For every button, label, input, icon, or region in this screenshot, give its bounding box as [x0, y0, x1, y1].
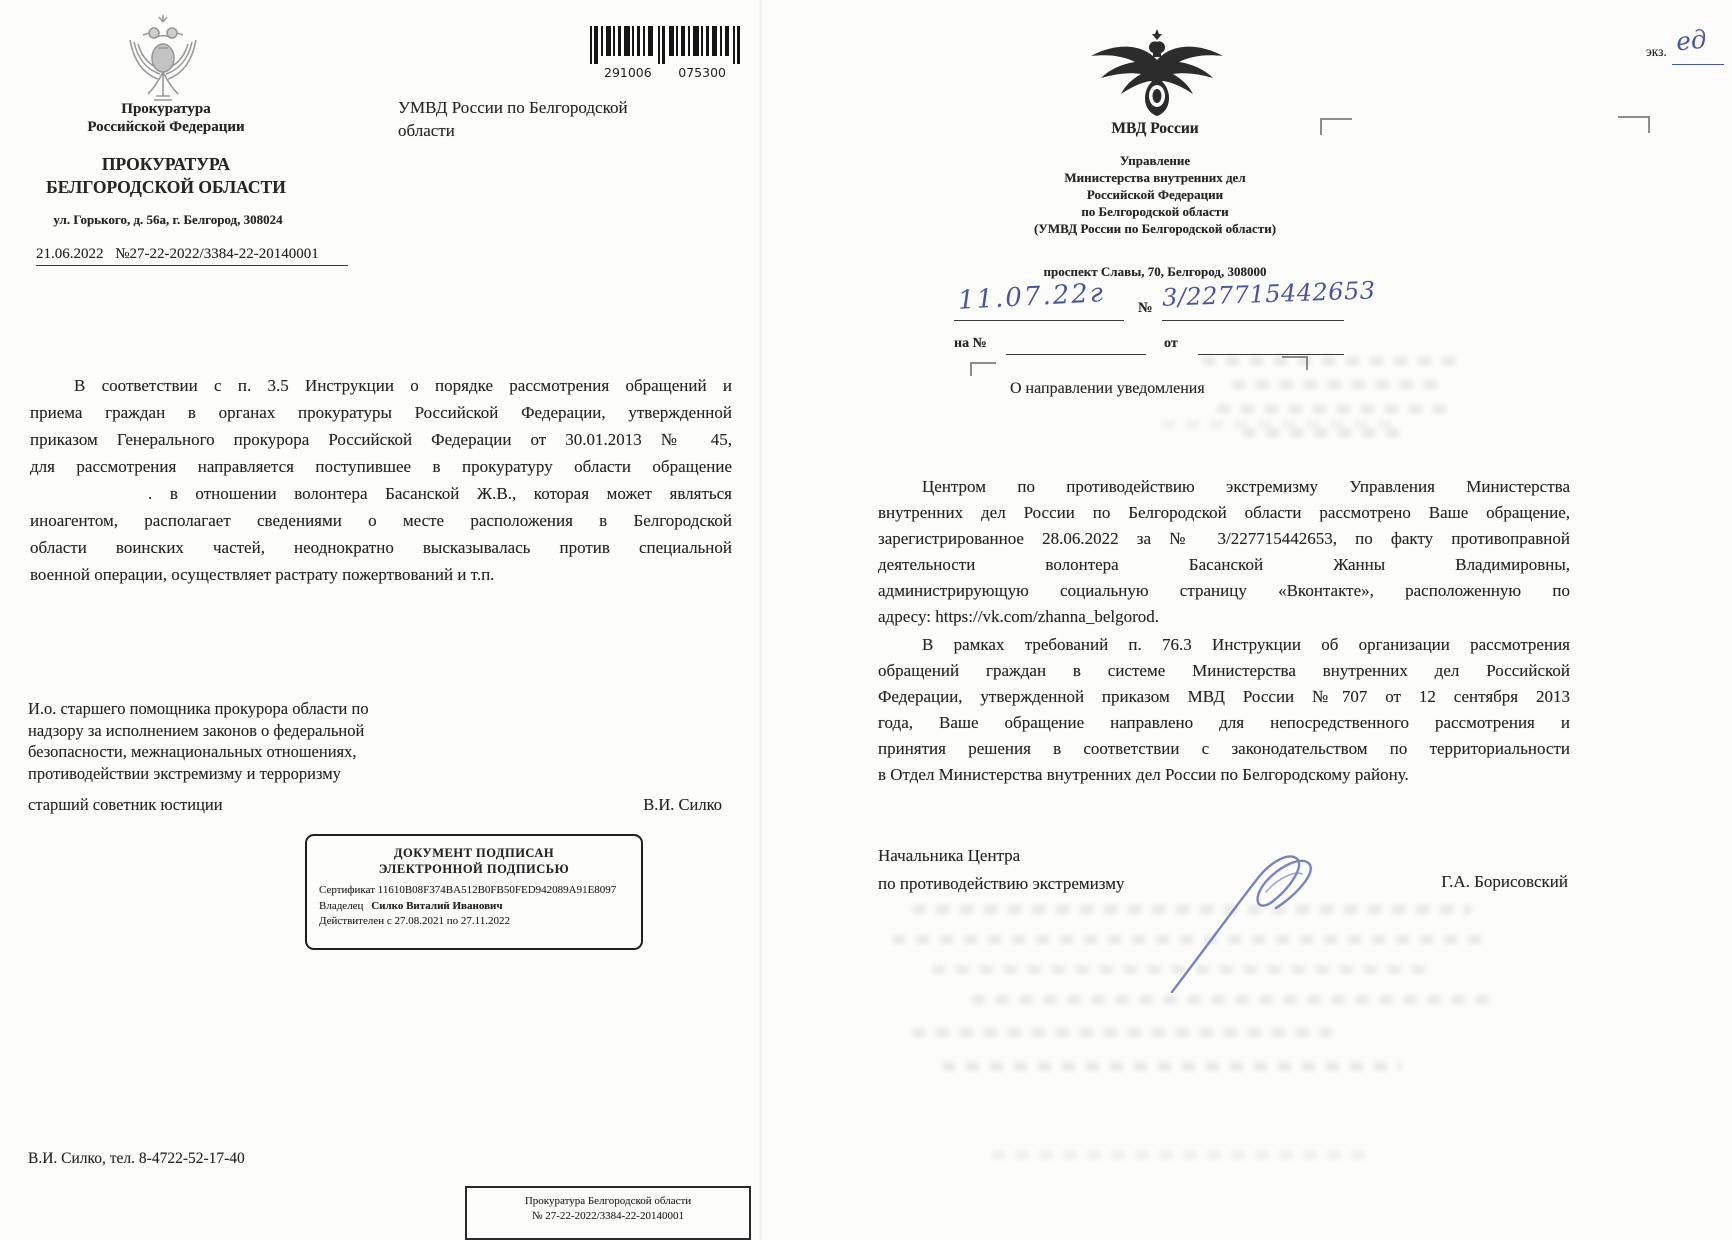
mvd-body-paragraph-1 [878, 474, 1570, 630]
bleed-through-artifact [1217, 404, 1457, 413]
body-line: приказом Генерального прокурора Российской Федерации от 30.01.2013 № 45, [30, 430, 732, 449]
body-line: Федерации, утвержденной приказом МВД России №707 от 12 сентября 2013 [878, 687, 1570, 706]
bleed-through-artifact [1202, 356, 1462, 365]
outgoing-date-number [36, 246, 348, 266]
barcode-digits-left: 291006 [604, 65, 652, 80]
bleed-through-artifact [912, 1028, 1332, 1037]
office-address: ул. Горького, д. 56а, г. Белгород, 308024 [53, 212, 283, 227]
barcode-digits-right: 075300 [678, 65, 726, 80]
stamp-owner-label: Владелец [319, 899, 364, 912]
body-line-redacted-name: . в отношении волонтера Басанской Ж.В., которая может являться [148, 484, 732, 503]
body-line: В рамках требований п. 76.3 Инструкции об организации рассмотрения [922, 635, 1570, 654]
bleed-through-artifact [1162, 420, 1392, 429]
stamp-validity: Действителен с 27.08.2021 по 27.11.2022 [319, 915, 510, 927]
signer-position-line: безопасности, межнациональных отношениях, [28, 742, 357, 761]
subject-line: О направлении уведомления [1010, 380, 1205, 397]
stamp-owner [319, 899, 629, 915]
number-sign-label: № [1138, 300, 1153, 316]
bleed-through-artifact [942, 1062, 1402, 1071]
mvd-office-line: Министерства внутренних дел [1064, 170, 1246, 185]
body-line: для рассмотрения направляется поступившее в прокуратуру области обращение [30, 457, 732, 476]
corner-mark-top-left [1320, 118, 1352, 135]
bleed-through-artifact [932, 965, 1432, 974]
bleed-through-artifact [972, 995, 1492, 1004]
signer-position-line: надзору за исполнением законов о федеральной [28, 720, 365, 740]
executor-contact: В.И. Силко, тел. 8-4722-52-17-40 [28, 1150, 245, 1167]
signer-rank: старший советник юстиции [28, 795, 223, 814]
body-line: военной операции, осуществляет растрату пожертвований и т.п. [30, 565, 495, 584]
body-line: принятия решения в соответствии с законодательством по территориальности [878, 739, 1570, 758]
body-line: Центром по противодействию экстремизму Управления Министерства [922, 477, 1570, 496]
body-line: иноагентом, располагает сведениями о месте расположения в Белгородской [30, 511, 732, 530]
body-line: года, Ваше обращение направлено для непосредственного рассмотрения и [878, 713, 1570, 732]
registration-box-number: № 27-22-2022/3384-22-20140001 [532, 1210, 684, 1222]
stamp-owner-name: Силко Виталий Иванович [371, 899, 503, 912]
office-name [20, 153, 312, 199]
pen-signature-icon [1154, 832, 1334, 1002]
copy-underline [1672, 64, 1724, 65]
outgoing-date-handwritten: 11.07.22г [957, 278, 1106, 316]
mvd-letter-page [762, 0, 1732, 1240]
signer-name: В.И. Силко [643, 795, 722, 814]
outgoing-number-handwritten: 3/227715442653 [1161, 276, 1377, 312]
stamp-title [307, 845, 641, 877]
prosecutor-letter-page [0, 0, 762, 1240]
signer-position [28, 698, 468, 784]
mvd-address: проспект Славы, 70, Белгород, 308000 [1043, 264, 1267, 279]
mvd-office-line: Российской Федерации [1086, 187, 1224, 202]
body-line: внутренних дел России по Белгородской области рассмотрено Ваше обращение, [878, 503, 1570, 522]
signer-position-line: И.о. старшего помощника прокурора области по [28, 699, 369, 718]
barcode-bars-icon [588, 26, 740, 66]
bleed-through-artifact [1232, 380, 1442, 389]
registration-box-org: Прокуратура Белгородской области [524, 1195, 692, 1207]
ministry-name: МВД России [1111, 120, 1199, 137]
recipient-address: УМВД России по Белгородской области [398, 98, 628, 140]
bleed-through-artifact [912, 905, 1472, 914]
corner-mark-bottom-left [970, 362, 996, 376]
office-name-line2: БЕЛГОРОДСКОЙ ОБЛАСТИ [46, 177, 286, 197]
agency-name-line1: Прокуратура [121, 101, 211, 117]
agency-name [60, 100, 272, 136]
mvd-signer-name: Г.А. Борисовский [1441, 872, 1568, 891]
bleed-through-artifact [1242, 428, 1402, 437]
outgoing-date: 21.06.2022 [36, 246, 104, 262]
agency-name-line2: Российской Федерации [87, 119, 245, 135]
body-line: области воинских частей, неоднократно высказывалась против специальной [30, 538, 732, 557]
mvd-eagle-icon [1087, 26, 1227, 118]
body-line: приема граждан в органах прокуратуры Российской Федерации, утвержденной [30, 403, 732, 422]
body-line: в Отдел Министерства внутренних дел России по Белгородскому району. [878, 765, 1409, 784]
signer-position-line: противодействии экстремизму и терроризму [28, 763, 341, 783]
stamp-certificate: Сертификат 11610B08F374BA512B0FB50FED942089A91E8097 [319, 884, 617, 896]
mvd-office-line: по Белгородской области [1081, 204, 1229, 219]
body-line: администрирующую социальную страницу «Вконтакте», расположенную по [878, 581, 1570, 600]
bleed-through-artifact [892, 935, 1492, 944]
stamp-title-line1: ДОКУМЕНТ ПОДПИСАН [393, 846, 555, 860]
mvd-office-name [965, 152, 1345, 237]
date-underline [954, 320, 1124, 321]
letter-body [30, 372, 732, 588]
body-line: деятельности волонтера Басанской Жанны Владимировны, [878, 555, 1570, 574]
body-line: зарегистрированное 28.06.2022 за № 3/227715442653, по факту противоправной [878, 529, 1570, 548]
mvd-body-paragraph-2 [878, 632, 1570, 788]
copy-value-handwritten: ед [1674, 24, 1709, 57]
reply-date-underline [1198, 354, 1344, 355]
mvd-signer-position-line1: Начальника Центра [878, 846, 1021, 865]
registration-barcode [588, 26, 740, 78]
bleed-through-artifact [992, 1150, 1372, 1159]
stamp-title-line2: ЭЛЕКТРОННОЙ ПОДПИСЬЮ [378, 862, 570, 876]
reply-to-number-label: на № [954, 336, 987, 351]
office-name-line1: ПРОКУРАТУРА [101, 154, 231, 174]
electronic-signature-stamp [305, 834, 643, 950]
number-underline [1162, 320, 1344, 321]
reply-from-label: от [1164, 336, 1178, 351]
mvd-office-line: (УМВД России по Белгородской области) [1033, 221, 1277, 236]
body-line-url: адресу: https://vk.com/zhanna_belgorod. [878, 607, 1160, 626]
copy-label: экз. [1646, 44, 1667, 59]
body-line: обращений граждан в системе Министерства внутренних дел Российской [878, 661, 1570, 680]
body-line: В соответствии с п. 3.5 Инструкции о порядке рассмотрения обращений и [74, 376, 732, 395]
outgoing-number: №27-22-2022/3384-22-20140001 [115, 246, 319, 262]
mvd-signer-position-line2: по противодействию экстремизму [878, 874, 1125, 893]
mvd-signer-position [878, 842, 1124, 898]
reply-number-underline [1006, 354, 1146, 355]
corner-mark-top-right [1618, 116, 1650, 133]
registration-box [465, 1186, 751, 1240]
mvd-office-line: Управление [1119, 153, 1191, 168]
russia-coat-of-arms-icon [118, 12, 208, 104]
barcode-digits [588, 65, 740, 80]
